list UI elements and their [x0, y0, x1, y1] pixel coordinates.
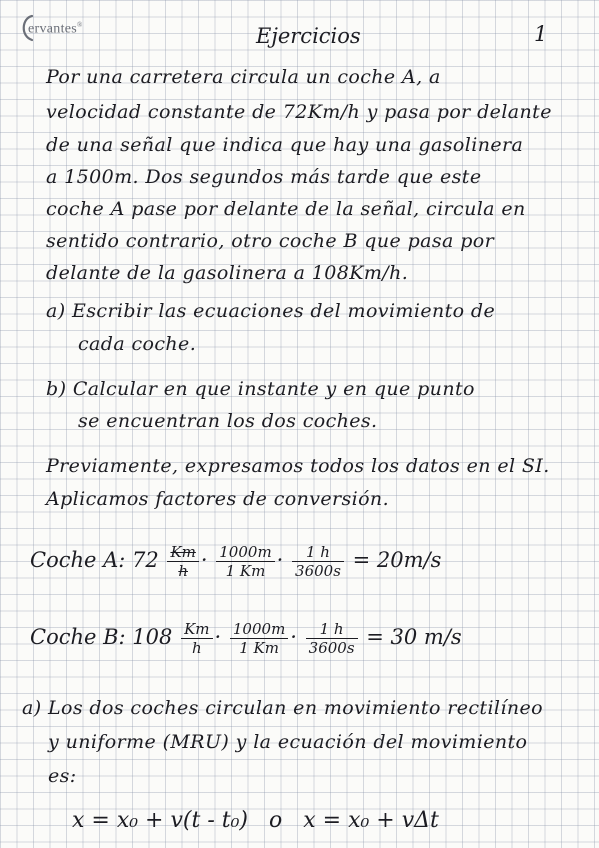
intro-line1: Previamente, expresamos todos los datos en el SI. [46, 455, 550, 477]
fraction: $\frac{Km}{h}$ [167, 543, 198, 580]
fraction: $\frac{1 h}{3600s}$ [306, 620, 358, 657]
question-a-line1: a) Escribir las ecuaciones del movimiento de [46, 300, 496, 322]
intro-line2: Aplicamos factores de conversión. [46, 488, 390, 510]
problem-line: sentido contrario, otro coche B que pasa por [46, 230, 495, 252]
solution-a-line1: a) Los dos coches circulan en movimiento rectilíneo [22, 697, 543, 719]
coche-a-result: = 20m/s [352, 548, 442, 572]
page-title: Ejercicios [256, 24, 361, 48]
conversion-coche-b: Coche B: 108 $\frac{Km}{h}$ · $\frac{1000m}{1 Km}$ · $\frac{1 h}{3600s}$ = 30 m/s [30, 620, 462, 657]
solution-equations [72, 808, 439, 833]
coche-b-label: Coche B: [30, 625, 126, 649]
coche-a-label: Coche A: [30, 548, 126, 572]
solution-a-line2: y uniforme (MRU) y la ecuación del movimiento [48, 731, 528, 753]
equation-2: x = x₀ + vΔt [303, 808, 439, 833]
problem-line: de una señal que indica que hay una gasolinera [46, 134, 524, 156]
equation-or: o [269, 808, 283, 833]
problem-line: a 1500m. Dos segundos más tarde que este [46, 166, 482, 188]
fraction: $\frac{1 h}{3600s}$ [292, 543, 344, 580]
fraction: $\frac{1000m}{1 Km}$ [230, 620, 288, 657]
conversion-coche-a: Coche A: 72 $\frac{Km}{h}$ · $\frac{1000m}{1 Km}$ · $\frac{1 h}{3600s}$ = 20m/s [30, 543, 442, 580]
problem-line: Por una carretera circula un coche A, a [46, 66, 441, 88]
page-number: 1 [534, 22, 548, 46]
coche-b-value: 108 [132, 625, 173, 649]
fraction: $\frac{1000m}{1 Km}$ [216, 543, 274, 580]
question-b-line2: se encuentran los dos coches. [78, 410, 378, 432]
problem-line: coche A pase por delante de la señal, circula en [46, 198, 526, 220]
coche-b-result: = 30 m/s [366, 625, 462, 649]
problem-line: delante de la gasolinera a 108Km/h. [46, 262, 409, 284]
problem-line: velocidad constante de 72Km/h y pasa por delante [46, 101, 552, 123]
question-a-line2: cada coche. [78, 333, 197, 355]
equation-1: x = x₀ + v(t - t₀) [72, 808, 248, 833]
fraction: $\frac{Km}{h}$ [181, 620, 212, 657]
logo-text: ervantes® [28, 21, 83, 37]
solution-a-line3: es: [48, 765, 77, 787]
question-b-line1: b) Calcular en que instante y en que punto [46, 378, 475, 400]
coche-a-value: 72 [132, 548, 159, 572]
